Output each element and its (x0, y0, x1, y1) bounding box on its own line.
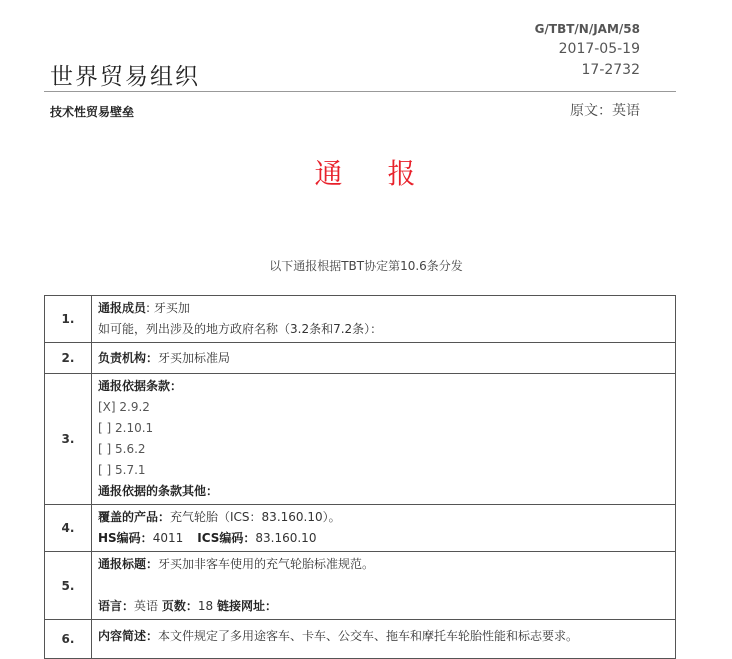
ics-code-value: 83.160.10 (255, 531, 317, 545)
summary-value: 本文件规定了多用途客车、卡车、公交车、拖车和摩托车轮胎性能和标志要求。 (158, 629, 579, 643)
member-value: : 牙买加 (146, 301, 190, 315)
header-divider (44, 91, 676, 92)
basis-option: [X] 2.9.2 (98, 400, 150, 414)
hs-code-value: 4011 (152, 531, 184, 545)
language-value: 英语 (134, 599, 159, 613)
ics-code-label: ICS编码： (197, 531, 256, 545)
distribution-note: 以下通报根据TBT协定第10.6条分发 (269, 259, 463, 273)
basis-label: 通报依据条款： (98, 379, 183, 393)
item-content (92, 374, 676, 505)
basis-option: [ ] 5.7.1 (98, 463, 146, 477)
organization-title: 世界贸易组织 (50, 64, 200, 90)
table-row (45, 552, 676, 620)
item-content (92, 620, 676, 659)
item-number: 2. (45, 343, 92, 374)
item-content (92, 552, 676, 620)
item-content (92, 505, 676, 552)
item-number: 1. (45, 296, 92, 343)
link-label: 链接网址： (216, 599, 277, 613)
member-label: 通报成员 (98, 301, 147, 315)
notification-title: 通 报 (314, 157, 434, 190)
local-government-note: 如可能，列出涉及的地方政府名称（3.2条和7.2条）： (98, 322, 383, 336)
item-number: 3. (45, 374, 92, 505)
item-number: 4. (45, 505, 92, 552)
item-number: 5. (45, 552, 92, 620)
table-row (45, 343, 676, 374)
agency-value: 牙买加标准局 (158, 350, 231, 365)
document-date: 2017-05-19 (558, 41, 640, 57)
products-value: 充气轮胎（ICS：83.160.10）。 (170, 510, 341, 524)
agency-label: 负责机构： (98, 350, 159, 365)
original-language: 原文：英语 (570, 103, 640, 119)
notification-title-value: 牙买加非客车使用的充气轮胎标准规范。 (158, 557, 375, 571)
notification-table (44, 295, 676, 659)
basis-option: [ ] 5.6.2 (98, 442, 146, 456)
item-number: 6. (45, 620, 92, 659)
basis-option: [ ] 2.10.1 (98, 421, 154, 435)
document-number: 17-2732 (581, 62, 640, 78)
table-row (45, 296, 676, 343)
basis-other-label: 通报依据的条款其他： (98, 484, 219, 498)
item-content (92, 343, 676, 374)
language-label: 语言： (98, 599, 135, 613)
committee-name: 技术性贸易壁垒 (50, 105, 135, 119)
document-symbol: G/TBT/N/JAM/58 (534, 22, 640, 36)
products-label: 覆盖的产品： (98, 510, 171, 524)
summary-label: 内容简述： (98, 629, 159, 643)
notification-title-label: 通报标题： (98, 557, 159, 571)
hs-code-label: HS编码： (98, 531, 153, 545)
table-row (45, 505, 676, 552)
table-row (45, 620, 676, 659)
table-row (45, 374, 676, 505)
pages-label: 页数： (161, 599, 198, 613)
item-content (92, 296, 676, 343)
pages-value: 18 (197, 599, 214, 613)
